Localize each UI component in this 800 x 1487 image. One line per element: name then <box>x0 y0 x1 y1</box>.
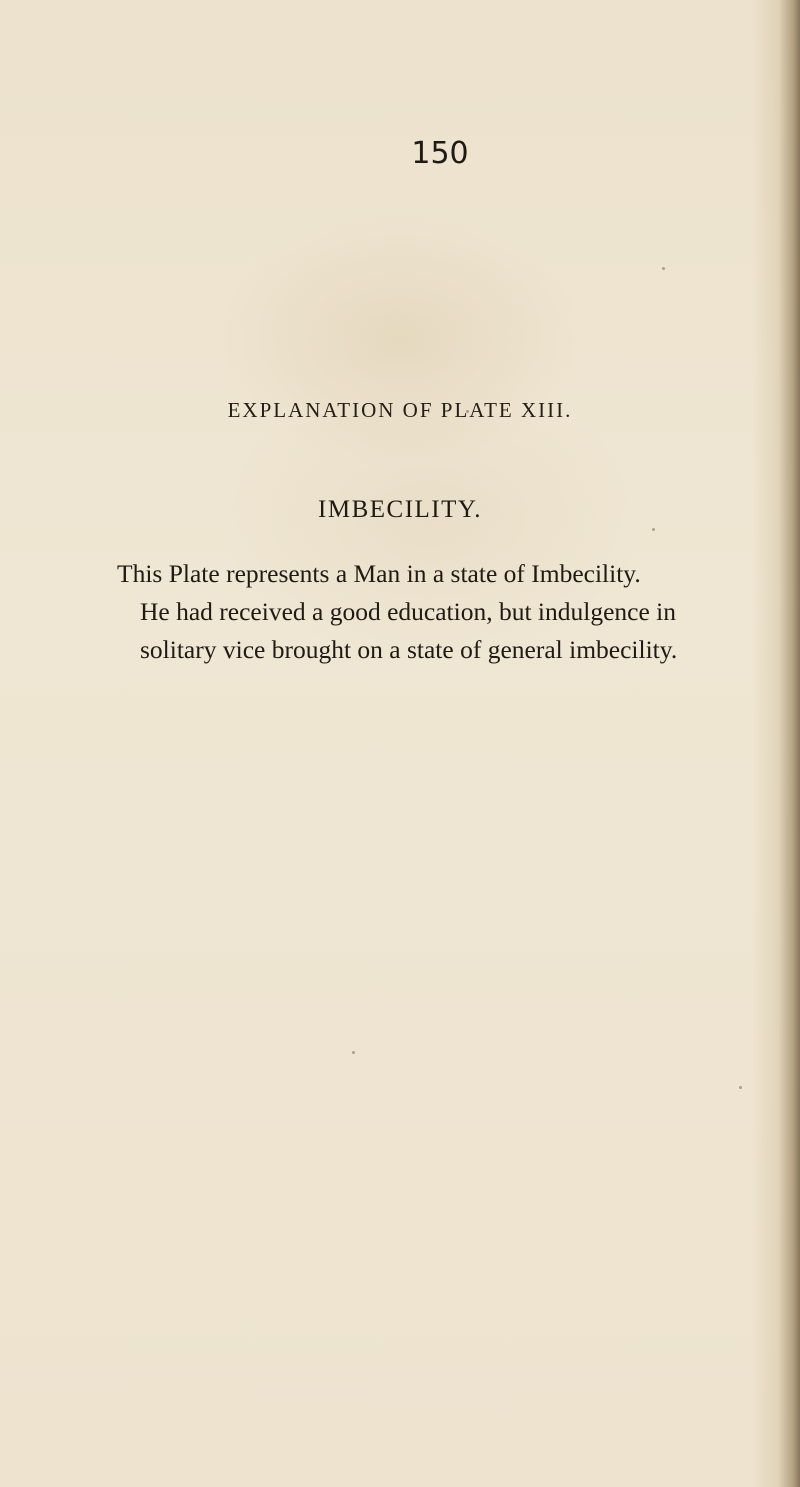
page-number: 150 <box>411 136 469 171</box>
foxing-speck <box>739 1086 742 1089</box>
foxing-speck <box>662 267 665 270</box>
foxing-speck <box>652 528 655 531</box>
plate-title: EXPLANATION OF PLATE XIII. <box>227 398 573 422</box>
plate-description <box>117 555 777 669</box>
foxing-speck <box>352 1051 355 1054</box>
subject-heading: IMBECILITY. <box>318 496 482 523</box>
description-line: He had received a good education, but indulgence in <box>140 597 677 626</box>
page-edge-shadow <box>752 0 800 1487</box>
description-line: solitary vice brought on a state of general imbecility. <box>140 635 678 664</box>
description-line: This Plate represents a Man in a state of Imbecility. <box>117 559 641 588</box>
